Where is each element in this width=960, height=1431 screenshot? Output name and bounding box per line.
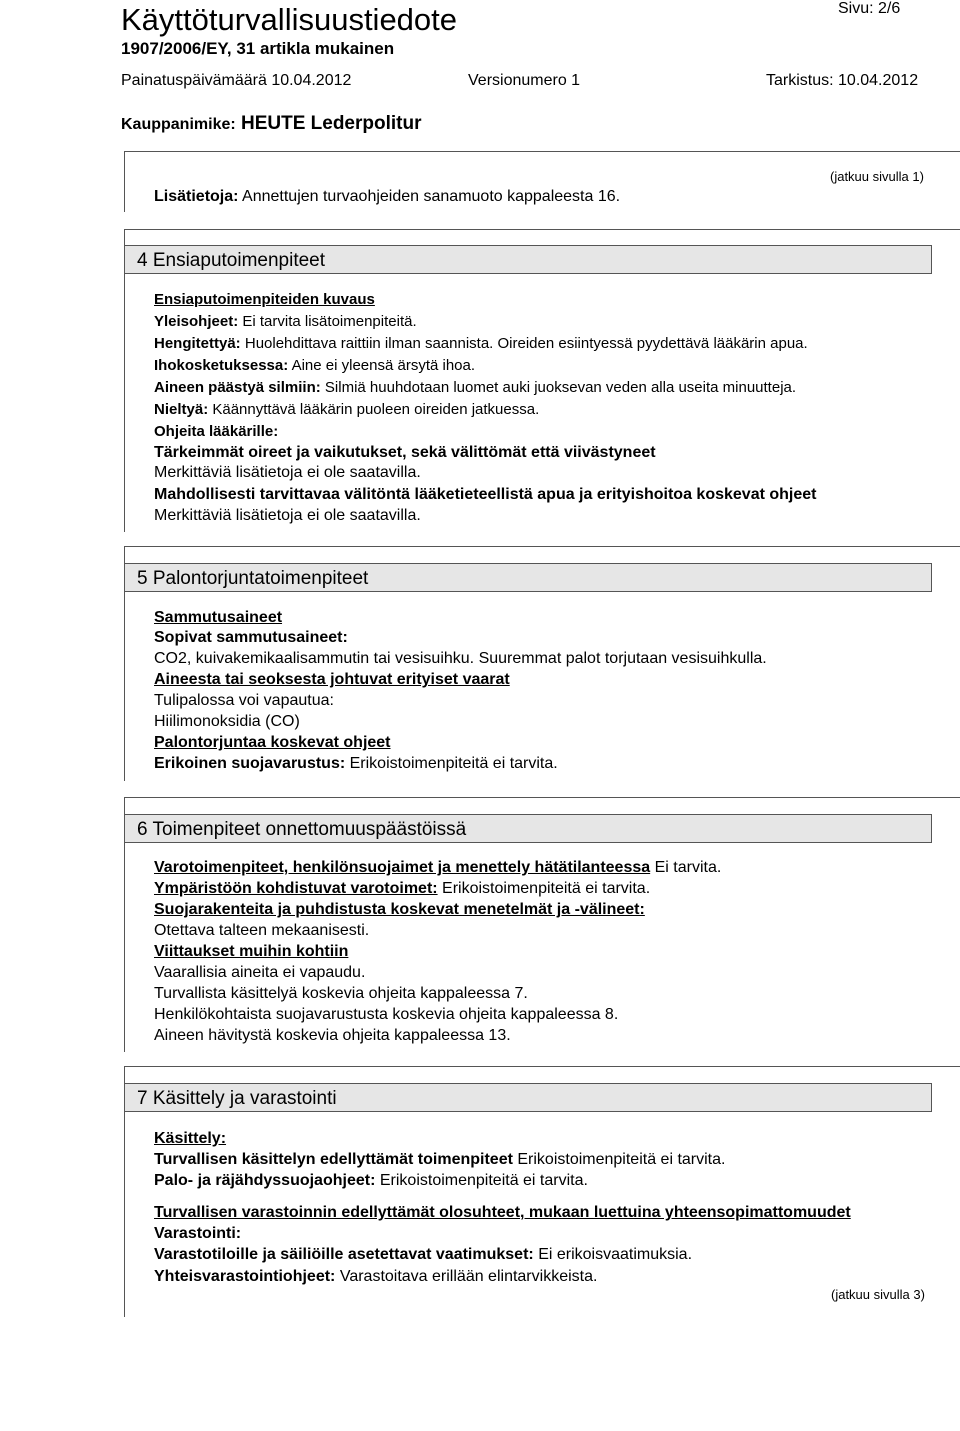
trade-name-label: Kauppanimike: xyxy=(121,116,236,133)
reference-item: Aineen hävitystä koskevia ohjeita kappaleessa 13. xyxy=(154,1027,511,1044)
suitable-media-label: Sopivat sammutusaineet: xyxy=(154,629,348,646)
document-title: Käyttöturvallisuustiedote xyxy=(121,2,458,37)
inhalation-label: Hengitettyä: xyxy=(154,335,241,352)
inhalation-text: Huolehdittava raittiin ilman saannista. Oireiden esiintyessä pyydettävä lääkärin apua. xyxy=(244,335,808,352)
print-date: Painatuspäivämäärä 10.04.2012 xyxy=(121,72,352,89)
general-text: Ei tarvita lisätoimenpiteitä. xyxy=(242,313,417,330)
doctor-advice-label: Ohjeita lääkärille: xyxy=(154,423,279,440)
references-heading: Viittaukset muihin kohtiin xyxy=(154,943,349,960)
precautions-label: Varotoimenpiteet, henkilönsuojaimet ja menettely hätätilanteessa xyxy=(154,859,651,876)
skin-text: Aine ei yleensä ärsytä ihoa. xyxy=(291,357,476,374)
safe-handling-text: Erikoistoimenpiteitä ei tarvita. xyxy=(517,1151,726,1168)
continued-from-note: (jatkuu sivulla 1) xyxy=(830,169,924,184)
skin-label: Ihokosketuksessa: xyxy=(154,357,289,374)
regulation-reference: 1907/2006/EY, 31 artikla mukainen xyxy=(121,39,395,58)
special-hazards-text-2: Hiilimonoksidia (CO) xyxy=(154,713,300,730)
symptoms-text: Merkittäviä lisätietoja ei ole saatavilla. xyxy=(154,464,421,481)
firefighting-advice-heading: Palontorjuntaa koskevat ohjeet xyxy=(154,734,391,751)
section-5-title: 5 Palontorjuntatoimenpiteet xyxy=(124,563,932,592)
extra-info-line xyxy=(154,188,620,206)
treatment-heading: Mahdollisesti tarvittavaa välitöntä lääketieteellistä apua ja erityishoitoa koskevat ohjeet xyxy=(154,486,817,503)
page-number: Sivu: 2/6 xyxy=(838,0,901,17)
fire-protection-text: Erikoistoimenpiteitä ei tarvita. xyxy=(379,1172,588,1189)
trade-name xyxy=(121,113,421,135)
extra-info-label: Lisätietoja: xyxy=(154,188,239,205)
revision-date: Tarkistus: 10.04.2012 xyxy=(766,72,919,89)
storage-label: Varastointi: xyxy=(154,1225,242,1242)
reference-item: Turvallista käsittelyä koskevia ohjeita kappaleessa 7. xyxy=(154,985,528,1002)
first-aid-desc-heading: Ensiaputoimenpiteiden kuvaus xyxy=(154,291,375,308)
section-7-title: 7 Käsittely ja varastointi xyxy=(124,1083,932,1112)
reference-item: Vaarallisia aineita ei vapaudu. xyxy=(154,964,366,981)
treatment-text: Merkittäviä lisätietoja ei ole saatavilla. xyxy=(154,507,421,524)
storage-requirements-label: Varastotiloille ja säiliöille asetettavat vaatimukset: xyxy=(154,1246,534,1263)
fire-protection-label: Palo- ja räjähdyssuojaohjeet: xyxy=(154,1172,376,1189)
trade-name-value: HEUTE Lederpolitur xyxy=(240,113,422,134)
handling-label: Käsittely: xyxy=(154,1130,227,1147)
precautions-text: Ei tarvita. xyxy=(654,859,722,876)
environmental-text: Erikoistoimenpiteitä ei tarvita. xyxy=(442,880,651,897)
extinguishing-media-heading: Sammutusaineet xyxy=(154,609,283,626)
general-label: Yleisohjeet: xyxy=(154,313,239,330)
safe-handling-label: Turvallisen käsittelyn edellyttämät toimenpiteet xyxy=(154,1151,513,1168)
suitable-media-text: CO2, kuivakemikaalisammutin tai vesisuihku. Suuremmat palot torjutaan vesisuihkulla. xyxy=(154,650,767,667)
special-hazards-heading: Aineesta tai seoksesta johtuvat erityiset vaarat xyxy=(154,671,510,688)
cleanup-label: Suojarakenteita ja puhdistusta koskevat menetelmät ja -välineet: xyxy=(154,901,645,918)
continued-to-note: (jatkuu sivulla 3) xyxy=(831,1287,925,1302)
version-number: Versionumero 1 xyxy=(468,72,581,89)
ingestion-text: Käännyttävä lääkärin puoleen oireiden jatkuessa. xyxy=(212,401,540,418)
reference-item: Henkilökohtaista suojavarustusta koskevia ohjeita kappaleessa 8. xyxy=(154,1006,619,1023)
symptoms-heading: Tärkeimmät oireet ja vaikutukset, sekä välittömät että viivästyneet xyxy=(154,444,656,461)
protective-equipment-label: Erikoinen suojavarustus: xyxy=(154,755,346,772)
section-4-title: 4 Ensiaputoimenpiteet xyxy=(124,245,932,274)
joint-storage-text: Varastoitava erillään elintarvikkeista. xyxy=(339,1268,598,1285)
storage-conditions-heading: Turvallisen varastoinnin edellyttämät olosuhteet, mukaan luettuina yhteensopimattomuudet xyxy=(154,1204,851,1221)
storage-requirements-text: Ei erikoisvaatimuksia. xyxy=(538,1246,693,1263)
extra-info-text: Annettujen turvaohjeiden sanamuoto kappaleesta 16. xyxy=(242,188,621,205)
eye-text: Silmiä huuhdotaan luomet auki juoksevan veden alla useita minuutteja. xyxy=(324,379,797,396)
protective-equipment-text: Erikoistoimenpiteitä ei tarvita. xyxy=(349,755,558,772)
special-hazards-text-1: Tulipalossa voi vapautua: xyxy=(154,692,334,709)
ingestion-label: Nieltyä: xyxy=(154,401,209,418)
environmental-label: Ympäristöön kohdistuvat varotoimet: xyxy=(154,880,438,897)
eye-label: Aineen päästyä silmiin: xyxy=(154,379,321,396)
section-6-title: 6 Toimenpiteet onnettomuuspäästöissä xyxy=(124,814,932,843)
joint-storage-label: Yhteisvarastointiohjeet: xyxy=(154,1268,336,1285)
cleanup-text: Otettava talteen mekaanisesti. xyxy=(154,922,370,939)
